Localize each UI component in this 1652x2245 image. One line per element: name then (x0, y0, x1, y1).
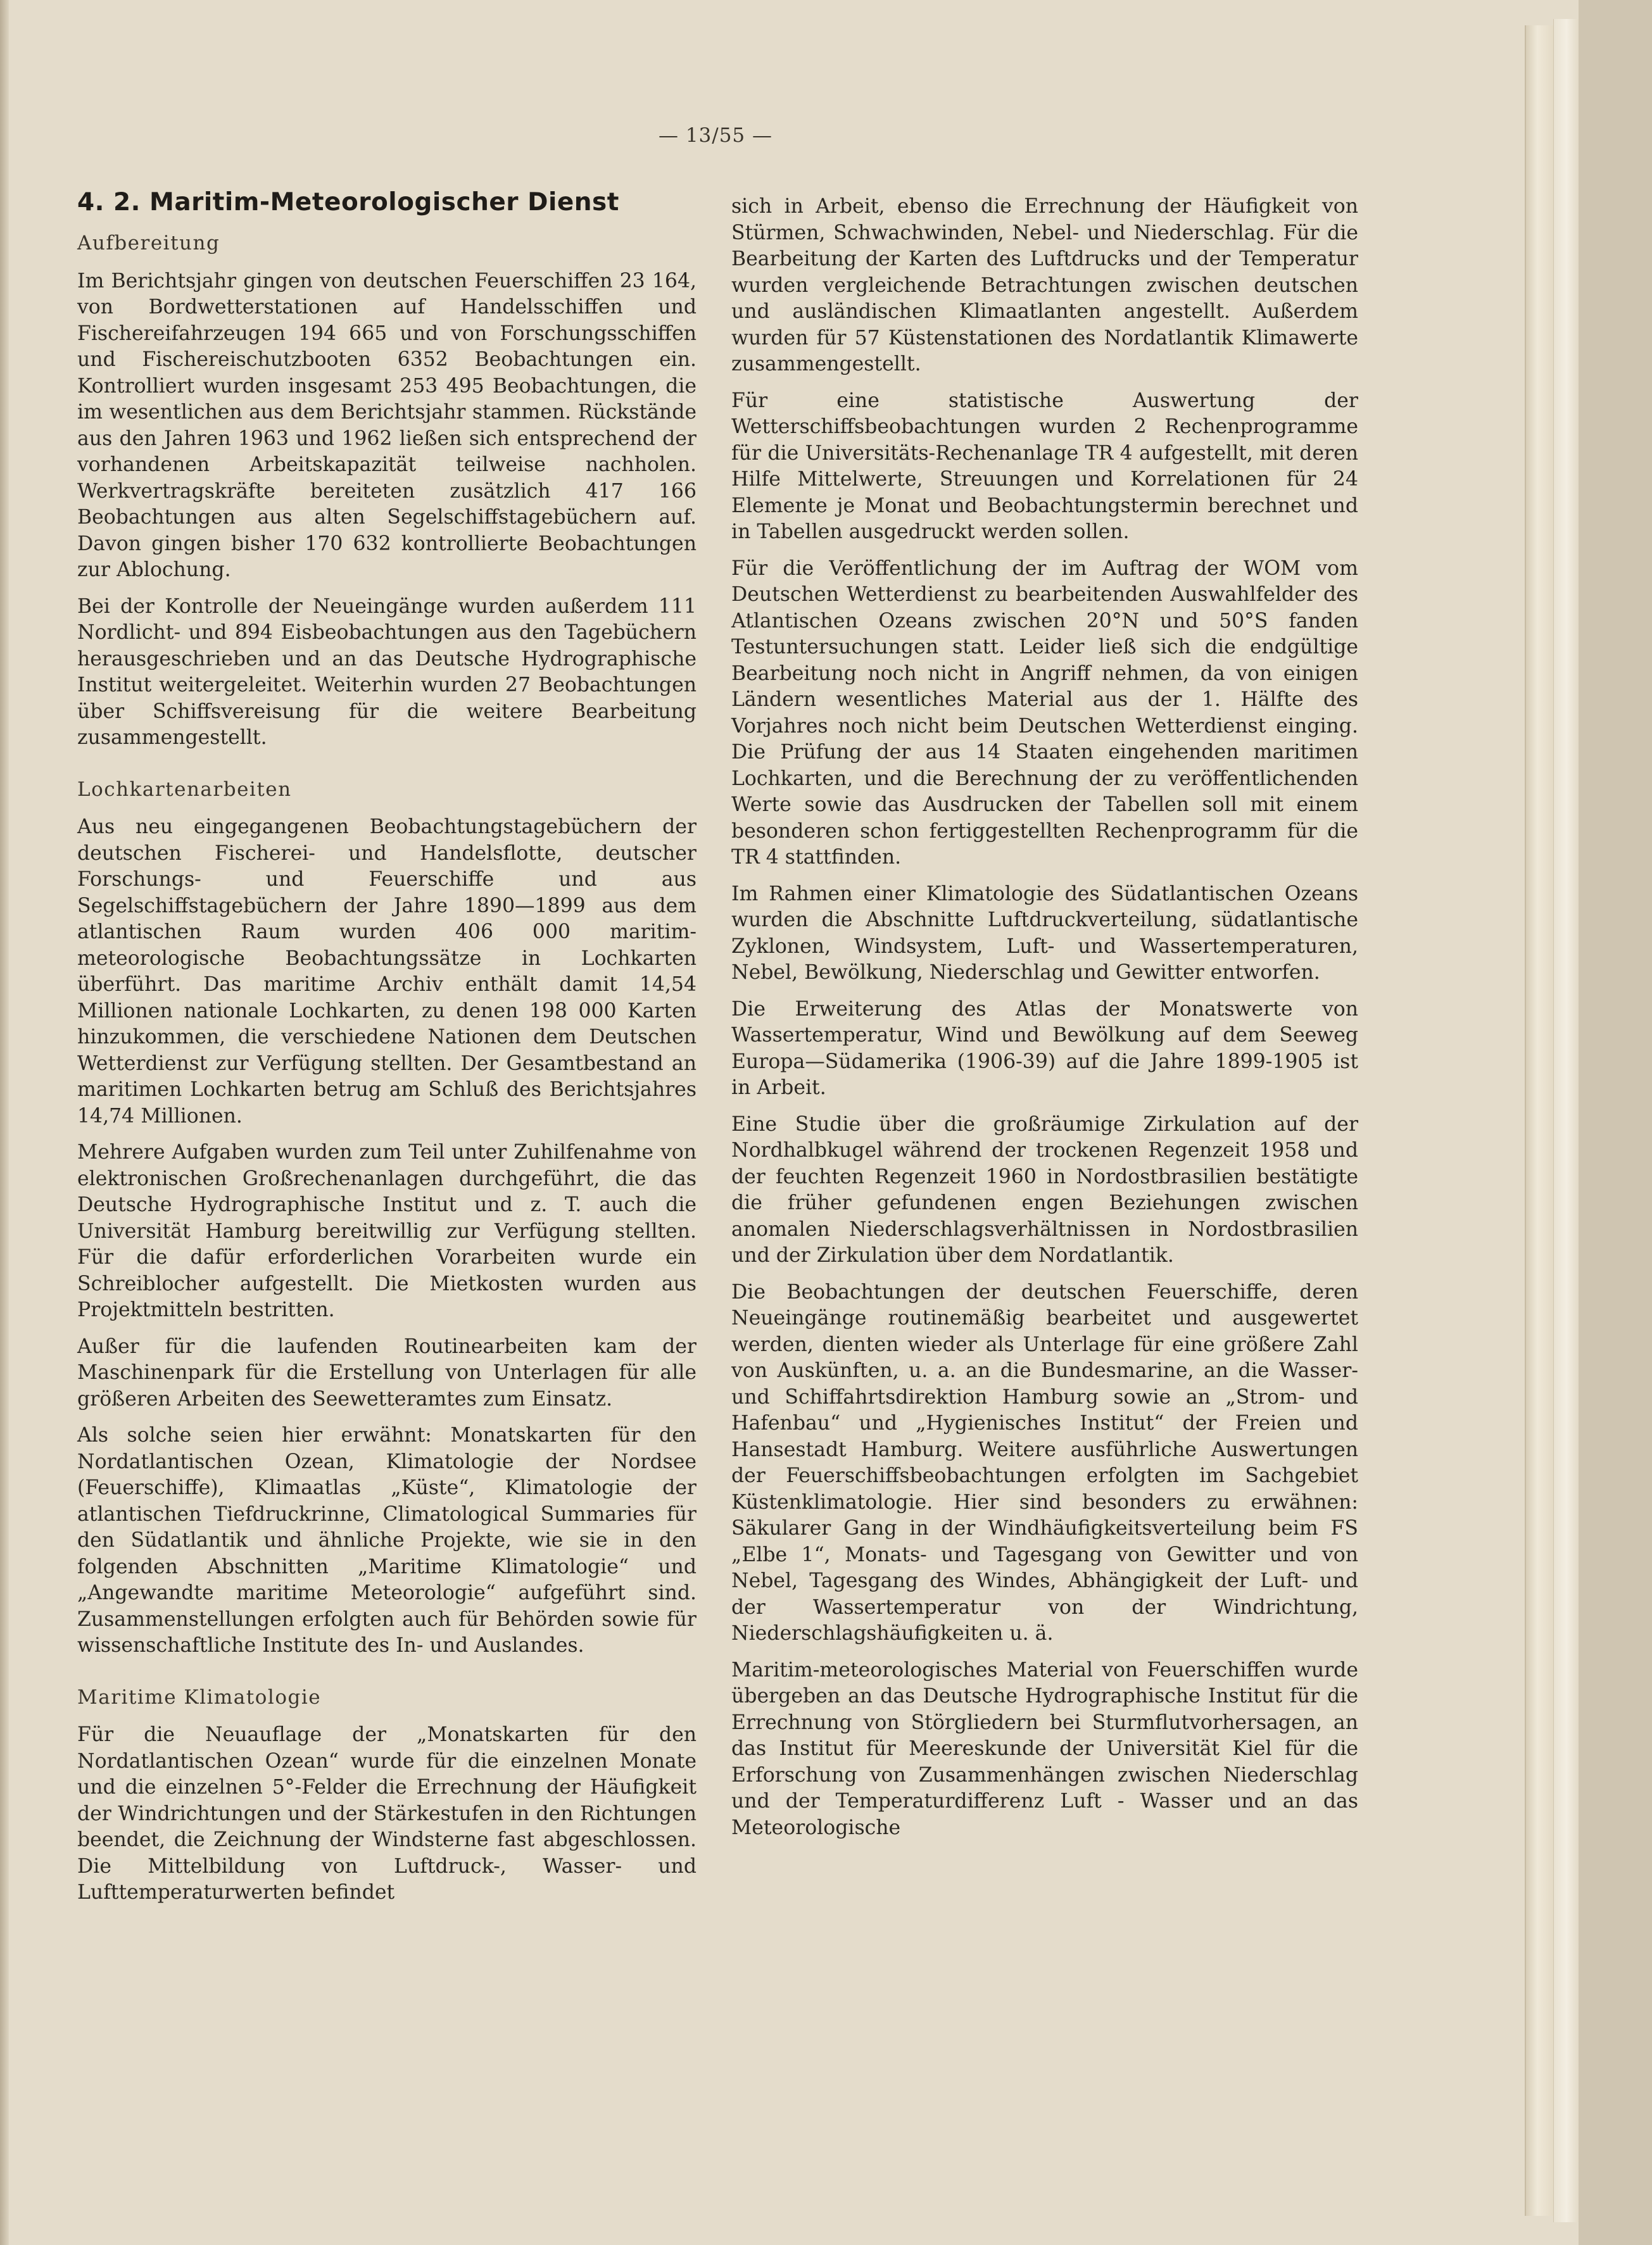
paragraph: Die Erweiterung des Atlas der Monatswerte von Wassertemperatur, Wind und Bewölkung auf dem Seeweg Europa—Südamerika (1906-39) auf die Jahre 1899-1905 ist in Arbeit. (731, 997, 1358, 1099)
paragraph: Bei der Kontrolle der Neueingänge wurden außerdem 111 Nordlicht- und 894 Eisbeobachtungen aus den Tagebüchern herausgeschrieben und an das Deutsche Hydrographische Institut weitergeleitet. Weiterhin wurden 27 Beobachtungen über Schiffsvereisung für die weitere Bearbeitung zusammengestellt. (77, 594, 697, 749)
scan-left-edge (0, 0, 9, 2245)
paragraph: Außer für die laufenden Routinearbeiten kam der Maschinenpark für die Erstellung von Unterlagen für alle größeren Arbeiten des Seewetteramtes zum Einsatz. (77, 1335, 697, 1411)
paragraph: Im Berichtsjahr gingen von deutschen Feuerschiffen 23 164, von Bordwetterstationen auf Handelsschiffen und Fischereifahrzeugen 194 665 und von Forschungsschiffen und Fischereischutzbooten 6352 Beobachtungen ein. Kontrolliert wurden insgesamt 253 495 Beobachtungen, die im wesentlichen aus dem Berichtsjahr stammen. Rückstände aus den Jahren 1963 und 1962 ließen sich entsprechend der vorhandenen Arbeitskapazität teilweise nachholen. Werkvertragskräfte bereiteten zusätzlich 417 166 Beobachtungen aus alten Segelschiffstagebüchern auf. Davon gingen bisher 170 632 kontrollierte Beobachtungen zur Ablochung. (77, 269, 697, 581)
paragraph: sich in Arbeit, ebenso die Errechnung der Häufigkeit von Stürmen, Schwachwinden, Nebel- und Niederschlag. Für die Bearbeitung der Karten des Luftdrucks und der Temperatur wurden vergleichende Betrachtungen zwischen deutschen und ausländischen Klimaatlanten angestellt. Außerdem wurden für 57 Küstenstationen des Nordatlantik Klimawerte zusammengestellt. (731, 195, 1358, 375)
page-edge-back (1553, 19, 1579, 2222)
subheading-aufbereitung: Aufbereitung (77, 232, 220, 255)
paragraph: Im Rahmen einer Klimatologie des Südatlantischen Ozeans wurden die Abschnitte Luftdruckverteilung, südatlantische Zyklonen, Windsystem, Luft- und Wassertemperaturen, Nebel, Bewölkung, Niederschlag und Gewitter entworfen. (731, 882, 1358, 984)
paragraph: Für die Veröffentlichung der im Auftrag der WOM vom Deutschen Wetterdienst zu bearbeitenden Auswahlfelder des Atlantischen Ozeans zwischen 20°N und 50°S fanden Testuntersuchungen statt. Leider ließ sich die endgültige Bearbeitung noch nicht in Angriff nehmen, da von einigen Ländern wesentliches Material aus der 1. Hälfte des Vorjahres noch nicht beim Deutschen Wetterdienst einging. Die Prüfung der aus 14 Staaten eingehenden maritimen Lochkarten, und die Berechnung der zu veröffentlichenden Werte sowie das Ausdrucken der Tabellen soll mit einem besonderen schon fertiggestellten Rechenprogramm für die TR 4 stattfinden. (731, 557, 1358, 869)
page-edge (1525, 25, 1554, 2216)
paragraph: Aus neu eingegangenen Beobachtungstagebüchern der deutschen Fischerei- und Handelsflotte, deutscher Forschungs- und Feuerschiffe und aus Segelschiffstagebüchern der Jahre 1890—1899 aus dem atlantischen Raum wurden 406 000 maritim-meteorologische Beobachtungssätze in Lochkarten überführt. Das maritime Archiv enthält damit 14,54 Millionen nationale Lochkarten, zu denen 198 000 Karten hinzukommen, die verschiedene Nationen dem Deutschen Wetterdienst zur Verfügung stellten. Der Gesamtbestand an maritimen Lochkarten betrug am Schluß des Berichtsjahres 14,74 Millionen. (77, 815, 697, 1128)
paragraph: Mehrere Aufgaben wurden zum Teil unter Zuhilfenahme von elektronischen Großrechenanlagen durchgeführt, die das Deutsche Hydrographische Institut und z. T. auch die Universität Hamburg bereitwillig zur Verfügung stellten. Für die dafür erforderlichen Vorarbeiten wurde ein Schreiblocher aufgestellt. Die Mietkosten wurden aus Projektmitteln bestritten. (77, 1141, 697, 1321)
paragraph: Als solche seien hier erwähnt: Monatskarten für den Nordatlantischen Ozean, Klimatologie der Nordsee (Feuerschiffe), Klimaatlas „Küste“, Klimatologie der atlantischen Tiefdruckrinne, Climatological Summaries für den Südatlantik und ähnliche Projekte, wie sie in den folgenden Abschnitten „Maritime Klimatologie“ und „Angewandte maritime Meteorologie“ aufgeführt sind. Zusammenstellungen erfolgten auch für Behörden sowie für wissenschaftliche Institute des In- und Auslandes. (77, 1424, 697, 1657)
right-column (731, 194, 1358, 1851)
paragraph: Die Beobachtungen der deutschen Feuerschiffe, deren Neueingänge routinemäßig bearbeitet und ausgewertet werden, dienten wieder als Unterlage für eine größere Zahl von Auskünften, u. a. an die Bundesmarine, an die Wasser- und Schiffahrtsdirektion Hamburg sowie an „Strom- und Hafenbau“ und „Hygienisches Institut“ der Freien und Hansestadt Hamburg. Weitere ausführliche Auswertungen der Feuerschiffsbeobachtungen erfolgten im Sachgebiet Küstenklimatologie. Hier sind besonders zu erwähnen: Säkularer Gang in der Windhäufigkeitsverteilung beim FS „Elbe 1“, Monats- und Tagesgang von Gewitter und von Nebel, Tagesgang des Windes, Abhängigkeit der Luft- und der Wassertemperatur von der Windrichtung, Niederschlagshäufigkeiten u. ä. (731, 1280, 1358, 1645)
paragraph: Für eine statistische Auswertung der Wetterschiffsbeobachtungen wurden 2 Rechenprogramme für die Universitäts-Rechenanlage TR 4 aufgestellt, mit deren Hilfe Mittelwerte, Streuungen und Korrelationen für 24 Elemente je Monat und Beobachtungstermin berechnet und in Tabellen ausgedruckt werden sollen. (731, 389, 1358, 543)
paragraph: Maritim-meteorologisches Material von Feuerschiffen wurde übergeben an das Deutsche Hydrographische Institut für die Errechnung von Störgliedern bei Sturmflutvorhersagen, an das Institut für Meereskunde der Universität Kiel für die Erforschung von Zusammenhängen zwischen Niederschlag und der Temperaturdifferenz Luft - Wasser und an das Meteorologische (731, 1658, 1358, 1839)
scan-background (1579, 0, 1652, 2245)
page-number: — 13/55 — (658, 124, 773, 147)
paragraph: Für die Neuauflage der „Monatskarten für den Nordatlantischen Ozean“ wurde für die einzelnen Monate und die einzelnen 5°-Felder die Errechnung der Häufigkeit der Windrichtungen und der Stärkestufen in den Richtungen beendet, die Zeichnung der Windsterne fast abgeschlossen. Die Mittelbildung von Luftdruck-, Wasser- und Lufttemperaturwerten befindet (77, 1723, 697, 1904)
subheading-maritime-klimatologie: Maritime Klimatologie (77, 1685, 322, 1709)
section-heading: 4. 2. Maritim-Meteorologischer Dienst (77, 188, 619, 217)
left-column (77, 187, 697, 1916)
subheading-lochkartenarbeiten: Lochkartenarbeiten (77, 777, 292, 801)
paragraph: Eine Studie über die großräumige Zirkulation auf der Nordhalbkugel während der trockenen Regenzeit 1958 und der feuchten Regenzeit 1960 in Nordostbrasilien bestätigte die früher gefundenen engen Beziehungen zwischen anomalen Niederschlagsverhältnissen in Nordostbrasilien und der Zirkulation über dem Nordatlantik. (731, 1112, 1358, 1267)
